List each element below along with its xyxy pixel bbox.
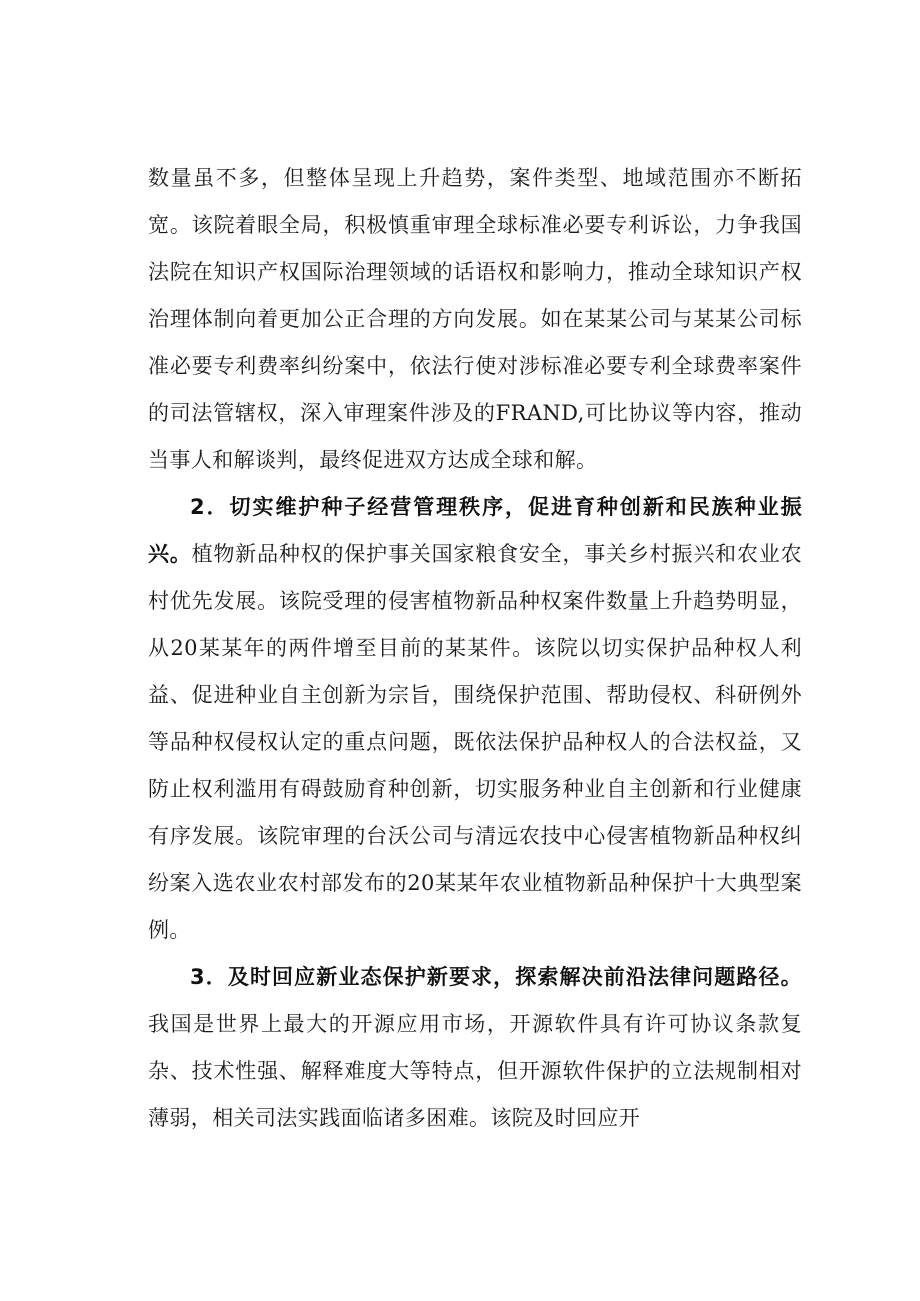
paragraph-heading: 2．切实维护种子经营管理秩序，促进育种创新和民族种业振兴。 <box>148 495 802 566</box>
document-body <box>148 155 802 1142</box>
paragraph-body: 植物新品种权的保护事关国家粮食安全，事关乡村振兴和农业农村优先发展。该院受理的侵害植物新品种权案件数量上升趋势明显，从20某某年的两件增至目前的某某件。该院以切实保护品种权人利益、促进种业自主创新为宗旨，围绕保护范围、帮助侵权、科研例外等品种权侵权认定的重点问题，既依法保护品种权人的合法权益，又防止权利滥用有碍鼓励育种创新，切实服务种业自主创新和行业健康有序发展。该院审理的台沃公司与清远农技中心侵害植物新品种权纠纷案入选农业农村部发布的20某某年农业植物新品种保护十大典型案例。 <box>148 542 802 942</box>
paragraph-body: 我国是世界上最大的开源应用市场，开源软件具有许可协议条款复杂、技术性强、解释难度大等特点，但开源软件保护的立法规制相对薄弱，相关司法实践面临诸多困难。该院及时回应开 <box>148 1012 802 1130</box>
paragraph-body: 数量虽不多，但整体呈现上升趋势，案件类型、地域范围亦不断拓宽。该院着眼全局，积极慎重审理全球标准必要专利诉讼，力争我国法院在知识产权国际治理领域的话语权和影响力，推动全球知识产权治理体制向着更加公正合理的方向发展。如在某某公司与某某公司标准必要专利费率纠纷案中，依法行使对涉标准必要专利全球费率案件的司法管辖权，深入审理案件涉及的FRAND,可比协议等内容，推动当事人和解谈判，最终促进双方达成全球和解。 <box>148 166 802 472</box>
paragraph-heading: 3．及时回应新业态保护新要求，探索解决前沿法律问题路径。 <box>190 965 802 989</box>
paragraph-seed-protection <box>148 484 802 954</box>
paragraph-continuation <box>148 155 802 484</box>
paragraph-new-business-forms <box>148 954 802 1142</box>
